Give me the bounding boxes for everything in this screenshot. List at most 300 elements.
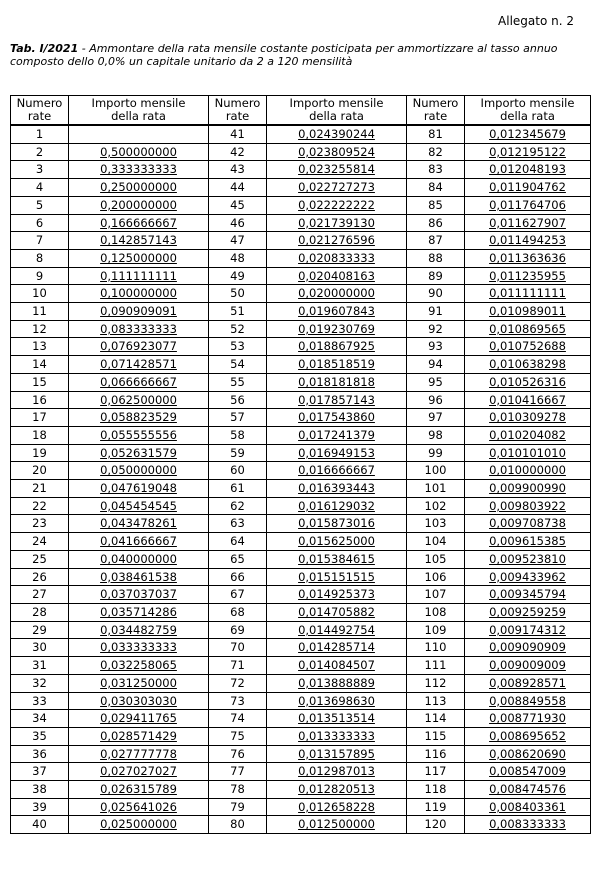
importo-cell: 0,012048193 bbox=[465, 161, 591, 179]
importo-cell: 0,023255814 bbox=[267, 161, 407, 179]
numero-rate-cell: 74 bbox=[209, 710, 267, 728]
importo-cell: 0,009259259 bbox=[465, 603, 591, 621]
importo-cell: 0,017857143 bbox=[267, 391, 407, 409]
table-row bbox=[11, 692, 591, 710]
importo-cell: 0,010101010 bbox=[465, 444, 591, 462]
importo-cell: 0,018181818 bbox=[267, 373, 407, 391]
numero-rate-cell: 101 bbox=[407, 480, 465, 498]
numero-rate-cell: 98 bbox=[407, 426, 465, 444]
numero-rate-cell: 31 bbox=[11, 657, 69, 675]
table-row bbox=[11, 657, 591, 675]
importo-cell: 0,111111111 bbox=[69, 267, 209, 285]
table-row bbox=[11, 320, 591, 338]
table-row bbox=[11, 621, 591, 639]
table-row bbox=[11, 568, 591, 586]
numero-rate-cell: 50 bbox=[209, 285, 267, 303]
table-caption bbox=[10, 42, 585, 68]
numero-rate-cell: 69 bbox=[209, 621, 267, 639]
table-row bbox=[11, 497, 591, 515]
importo-cell: 0,012820513 bbox=[267, 781, 407, 799]
table-row bbox=[11, 816, 591, 834]
numero-rate-cell: 59 bbox=[209, 444, 267, 462]
table-row bbox=[11, 285, 591, 303]
numero-rate-cell: 23 bbox=[11, 515, 69, 533]
importo-cell: 0,020833333 bbox=[267, 249, 407, 267]
importo-cell: 0,029411765 bbox=[69, 710, 209, 728]
importo-cell: 0,014084507 bbox=[267, 657, 407, 675]
numero-rate-cell: 105 bbox=[407, 550, 465, 568]
importo-cell: 0,014285714 bbox=[267, 639, 407, 657]
importo-cell: 0,016129032 bbox=[267, 497, 407, 515]
importo-cell: 0,066666667 bbox=[69, 373, 209, 391]
importo-cell: 0,010526316 bbox=[465, 373, 591, 391]
table-row bbox=[11, 763, 591, 781]
numero-rate-cell: 49 bbox=[209, 267, 267, 285]
importo-cell: 0,041666667 bbox=[69, 533, 209, 551]
numero-rate-cell: 39 bbox=[11, 798, 69, 816]
numero-rate-cell: 115 bbox=[407, 727, 465, 745]
numero-rate-cell: 14 bbox=[11, 356, 69, 374]
header-line: Numero bbox=[214, 96, 261, 110]
table-row bbox=[11, 426, 591, 444]
table-row bbox=[11, 249, 591, 267]
importo-cell: 0,009174312 bbox=[465, 621, 591, 639]
importo-cell: 0,032258065 bbox=[69, 657, 209, 675]
table-row bbox=[11, 745, 591, 763]
importo-cell: 0,008695652 bbox=[465, 727, 591, 745]
numero-rate-cell: 21 bbox=[11, 480, 69, 498]
numero-rate-cell: 55 bbox=[209, 373, 267, 391]
table-row bbox=[11, 373, 591, 391]
importo-cell: 0,018518519 bbox=[267, 356, 407, 374]
header-line: rate bbox=[423, 109, 448, 123]
importo-cell: 0,016393443 bbox=[267, 480, 407, 498]
numero-rate-cell: 36 bbox=[11, 745, 69, 763]
importo-cell: 0,052631579 bbox=[69, 444, 209, 462]
table-row bbox=[11, 391, 591, 409]
numero-rate-cell: 48 bbox=[209, 249, 267, 267]
importo-cell: 0,011235955 bbox=[465, 267, 591, 285]
importo-cell: 0,013333333 bbox=[267, 727, 407, 745]
table-row bbox=[11, 781, 591, 799]
numero-rate-cell: 17 bbox=[11, 409, 69, 427]
numero-rate-cell: 85 bbox=[407, 196, 465, 214]
numero-rate-cell: 108 bbox=[407, 603, 465, 621]
importo-cell: 0,014492754 bbox=[267, 621, 407, 639]
numero-rate-cell: 47 bbox=[209, 232, 267, 250]
numero-rate-cell: 88 bbox=[407, 249, 465, 267]
numero-rate-cell: 38 bbox=[11, 781, 69, 799]
importo-cell: 0,020408163 bbox=[267, 267, 407, 285]
importo-cell: 0,014705882 bbox=[267, 603, 407, 621]
numero-rate-cell: 16 bbox=[11, 391, 69, 409]
importo-cell: 0,010638298 bbox=[465, 356, 591, 374]
importo-cell: 0,010000000 bbox=[465, 462, 591, 480]
numero-rate-cell: 34 bbox=[11, 710, 69, 728]
table-row bbox=[11, 603, 591, 621]
importo-cell: 0,008849558 bbox=[465, 692, 591, 710]
importo-cell: 0,100000000 bbox=[69, 285, 209, 303]
rate-table bbox=[10, 95, 591, 834]
importo-cell: 0,008547009 bbox=[465, 763, 591, 781]
numero-rate-cell: 27 bbox=[11, 586, 69, 604]
numero-rate-cell: 116 bbox=[407, 745, 465, 763]
numero-rate-cell: 76 bbox=[209, 745, 267, 763]
header-line: Importo mensile bbox=[91, 96, 186, 110]
numero-rate-cell: 63 bbox=[209, 515, 267, 533]
numero-rate-cell: 29 bbox=[11, 621, 69, 639]
table-row bbox=[11, 125, 591, 143]
table-row bbox=[11, 214, 591, 232]
header-line: rate bbox=[225, 109, 250, 123]
numero-rate-cell: 89 bbox=[407, 267, 465, 285]
importo-cell: 0,333333333 bbox=[69, 161, 209, 179]
importo-cell: 0,012500000 bbox=[267, 816, 407, 834]
importo-cell: 0,021276596 bbox=[267, 232, 407, 250]
importo-cell: 0,009009009 bbox=[465, 657, 591, 675]
importo-cell: 0,009615385 bbox=[465, 533, 591, 551]
importo-cell: 0,015151515 bbox=[267, 568, 407, 586]
numero-rate-cell: 112 bbox=[407, 674, 465, 692]
numero-rate-cell: 9 bbox=[11, 267, 69, 285]
numero-rate-cell: 67 bbox=[209, 586, 267, 604]
header-line: della rata bbox=[111, 109, 166, 123]
importo-cell: 0,016666667 bbox=[267, 462, 407, 480]
importo-cell: 0,500000000 bbox=[69, 143, 209, 161]
importo-cell: 0,009900990 bbox=[465, 480, 591, 498]
importo-cell: 0,013157895 bbox=[267, 745, 407, 763]
importo-cell: 0,013698630 bbox=[267, 692, 407, 710]
numero-rate-cell: 114 bbox=[407, 710, 465, 728]
numero-rate-cell: 110 bbox=[407, 639, 465, 657]
header-line: Numero bbox=[412, 96, 459, 110]
importo-cell: 0,016949153 bbox=[267, 444, 407, 462]
numero-rate-cell: 83 bbox=[407, 161, 465, 179]
importo-cell: 0,011111111 bbox=[465, 285, 591, 303]
header-line: Numero bbox=[16, 96, 63, 110]
numero-rate-cell: 73 bbox=[209, 692, 267, 710]
numero-rate-cell: 111 bbox=[407, 657, 465, 675]
header-line: Importo mensile bbox=[289, 96, 384, 110]
numero-rate-cell: 68 bbox=[209, 603, 267, 621]
importo-cell: 0,013513514 bbox=[267, 710, 407, 728]
header-importo-mensile bbox=[465, 96, 591, 126]
numero-rate-cell: 11 bbox=[11, 303, 69, 321]
importo-cell: 0,009523810 bbox=[465, 550, 591, 568]
numero-rate-cell: 107 bbox=[407, 586, 465, 604]
header-importo-mensile bbox=[69, 96, 209, 126]
numero-rate-cell: 113 bbox=[407, 692, 465, 710]
table-row bbox=[11, 550, 591, 568]
numero-rate-cell: 99 bbox=[407, 444, 465, 462]
table-row bbox=[11, 674, 591, 692]
header-importo-mensile bbox=[267, 96, 407, 126]
numero-rate-cell: 118 bbox=[407, 781, 465, 799]
numero-rate-cell: 26 bbox=[11, 568, 69, 586]
numero-rate-cell: 64 bbox=[209, 533, 267, 551]
importo-cell: 0,012658228 bbox=[267, 798, 407, 816]
importo-cell: 0,011627907 bbox=[465, 214, 591, 232]
numero-rate-cell: 103 bbox=[407, 515, 465, 533]
header-line: rate bbox=[27, 109, 52, 123]
numero-rate-cell: 102 bbox=[407, 497, 465, 515]
importo-cell: 0,012987013 bbox=[267, 763, 407, 781]
header-row bbox=[11, 96, 591, 126]
numero-rate-cell: 119 bbox=[407, 798, 465, 816]
table-row bbox=[11, 727, 591, 745]
importo-cell: 0,019607843 bbox=[267, 303, 407, 321]
numero-rate-cell: 52 bbox=[209, 320, 267, 338]
numero-rate-cell: 117 bbox=[407, 763, 465, 781]
importo-cell: 0,011363636 bbox=[465, 249, 591, 267]
numero-rate-cell: 6 bbox=[11, 214, 69, 232]
header-line: Importo mensile bbox=[480, 96, 575, 110]
importo-cell: 0,166666667 bbox=[69, 214, 209, 232]
numero-rate-cell: 109 bbox=[407, 621, 465, 639]
importo-cell: 0,142857143 bbox=[69, 232, 209, 250]
importo-cell: 0,028571429 bbox=[69, 727, 209, 745]
table-row bbox=[11, 143, 591, 161]
importo-cell bbox=[69, 125, 209, 143]
importo-cell: 0,009803922 bbox=[465, 497, 591, 515]
importo-cell: 0,019230769 bbox=[267, 320, 407, 338]
numero-rate-cell: 33 bbox=[11, 692, 69, 710]
importo-cell: 0,017241379 bbox=[267, 426, 407, 444]
numero-rate-cell: 5 bbox=[11, 196, 69, 214]
table-row bbox=[11, 267, 591, 285]
importo-cell: 0,034482759 bbox=[69, 621, 209, 639]
numero-rate-cell: 78 bbox=[209, 781, 267, 799]
table-row bbox=[11, 480, 591, 498]
numero-rate-cell: 1 bbox=[11, 125, 69, 143]
importo-cell: 0,058823529 bbox=[69, 409, 209, 427]
numero-rate-cell: 15 bbox=[11, 373, 69, 391]
numero-rate-cell: 32 bbox=[11, 674, 69, 692]
importo-cell: 0,045454545 bbox=[69, 497, 209, 515]
numero-rate-cell: 84 bbox=[407, 179, 465, 197]
importo-cell: 0,030303030 bbox=[69, 692, 209, 710]
importo-cell: 0,023809524 bbox=[267, 143, 407, 161]
numero-rate-cell: 104 bbox=[407, 533, 465, 551]
numero-rate-cell: 61 bbox=[209, 480, 267, 498]
numero-rate-cell: 77 bbox=[209, 763, 267, 781]
importo-cell: 0,008403361 bbox=[465, 798, 591, 816]
numero-rate-cell: 2 bbox=[11, 143, 69, 161]
numero-rate-cell: 54 bbox=[209, 356, 267, 374]
numero-rate-cell: 86 bbox=[407, 214, 465, 232]
numero-rate-cell: 22 bbox=[11, 497, 69, 515]
importo-cell: 0,050000000 bbox=[69, 462, 209, 480]
importo-cell: 0,250000000 bbox=[69, 179, 209, 197]
importo-cell: 0,015625000 bbox=[267, 533, 407, 551]
importo-cell: 0,010989011 bbox=[465, 303, 591, 321]
header-numero-rate bbox=[209, 96, 267, 126]
numero-rate-cell: 87 bbox=[407, 232, 465, 250]
table-row bbox=[11, 639, 591, 657]
numero-rate-cell: 3 bbox=[11, 161, 69, 179]
numero-rate-cell: 60 bbox=[209, 462, 267, 480]
importo-cell: 0,015384615 bbox=[267, 550, 407, 568]
numero-rate-cell: 71 bbox=[209, 657, 267, 675]
importo-cell: 0,008928571 bbox=[465, 674, 591, 692]
numero-rate-cell: 45 bbox=[209, 196, 267, 214]
importo-cell: 0,025000000 bbox=[69, 816, 209, 834]
numero-rate-cell: 106 bbox=[407, 568, 465, 586]
importo-cell: 0,018867925 bbox=[267, 338, 407, 356]
numero-rate-cell: 10 bbox=[11, 285, 69, 303]
importo-cell: 0,009345794 bbox=[465, 586, 591, 604]
numero-rate-cell: 35 bbox=[11, 727, 69, 745]
importo-cell: 0,024390244 bbox=[267, 125, 407, 143]
importo-cell: 0,031250000 bbox=[69, 674, 209, 692]
numero-rate-cell: 12 bbox=[11, 320, 69, 338]
numero-rate-cell: 90 bbox=[407, 285, 465, 303]
numero-rate-cell: 51 bbox=[209, 303, 267, 321]
header-line: della rata bbox=[500, 109, 555, 123]
numero-rate-cell: 79 bbox=[209, 798, 267, 816]
numero-rate-cell: 95 bbox=[407, 373, 465, 391]
importo-cell: 0,022727273 bbox=[267, 179, 407, 197]
numero-rate-cell: 56 bbox=[209, 391, 267, 409]
importo-cell: 0,010204082 bbox=[465, 426, 591, 444]
importo-cell: 0,043478261 bbox=[69, 515, 209, 533]
importo-cell: 0,027777778 bbox=[69, 745, 209, 763]
numero-rate-cell: 19 bbox=[11, 444, 69, 462]
caption-text: - Ammontare della rata mensile costante posticipata per ammortizzare al tasso annuo composto dello 0,0% un capitale unitario da 2 a 120 mensilità bbox=[10, 42, 558, 68]
numero-rate-cell: 46 bbox=[209, 214, 267, 232]
importo-cell: 0,035714286 bbox=[69, 603, 209, 621]
numero-rate-cell: 91 bbox=[407, 303, 465, 321]
table-row bbox=[11, 444, 591, 462]
importo-cell: 0,200000000 bbox=[69, 196, 209, 214]
numero-rate-cell: 92 bbox=[407, 320, 465, 338]
importo-cell: 0,013888889 bbox=[267, 674, 407, 692]
importo-cell: 0,010416667 bbox=[465, 391, 591, 409]
importo-cell: 0,008333333 bbox=[465, 816, 591, 834]
numero-rate-cell: 94 bbox=[407, 356, 465, 374]
numero-rate-cell: 72 bbox=[209, 674, 267, 692]
importo-cell: 0,022222222 bbox=[267, 196, 407, 214]
table-row bbox=[11, 338, 591, 356]
numero-rate-cell: 8 bbox=[11, 249, 69, 267]
numero-rate-cell: 65 bbox=[209, 550, 267, 568]
table-row bbox=[11, 196, 591, 214]
importo-cell: 0,014925373 bbox=[267, 586, 407, 604]
importo-cell: 0,020000000 bbox=[267, 285, 407, 303]
numero-rate-cell: 24 bbox=[11, 533, 69, 551]
table-row bbox=[11, 710, 591, 728]
table-row bbox=[11, 179, 591, 197]
importo-cell: 0,008771930 bbox=[465, 710, 591, 728]
importo-cell: 0,010309278 bbox=[465, 409, 591, 427]
header-numero-rate bbox=[11, 96, 69, 126]
importo-cell: 0,040000000 bbox=[69, 550, 209, 568]
numero-rate-cell: 93 bbox=[407, 338, 465, 356]
table-body bbox=[11, 125, 591, 834]
importo-cell: 0,017543860 bbox=[267, 409, 407, 427]
importo-cell: 0,071428571 bbox=[69, 356, 209, 374]
numero-rate-cell: 43 bbox=[209, 161, 267, 179]
importo-cell: 0,012195122 bbox=[465, 143, 591, 161]
importo-cell: 0,037037037 bbox=[69, 586, 209, 604]
table-row bbox=[11, 586, 591, 604]
numero-rate-cell: 40 bbox=[11, 816, 69, 834]
numero-rate-cell: 4 bbox=[11, 179, 69, 197]
importo-cell: 0,033333333 bbox=[69, 639, 209, 657]
table-header bbox=[11, 96, 591, 126]
numero-rate-cell: 70 bbox=[209, 639, 267, 657]
importo-cell: 0,008620690 bbox=[465, 745, 591, 763]
numero-rate-cell: 20 bbox=[11, 462, 69, 480]
numero-rate-cell: 82 bbox=[407, 143, 465, 161]
importo-cell: 0,062500000 bbox=[69, 391, 209, 409]
numero-rate-cell: 81 bbox=[407, 125, 465, 143]
importo-cell: 0,009433962 bbox=[465, 568, 591, 586]
importo-cell: 0,025641026 bbox=[69, 798, 209, 816]
numero-rate-cell: 28 bbox=[11, 603, 69, 621]
importo-cell: 0,011764706 bbox=[465, 196, 591, 214]
importo-cell: 0,038461538 bbox=[69, 568, 209, 586]
caption-title: Tab. I/2021 bbox=[10, 42, 79, 55]
importo-cell: 0,009090909 bbox=[465, 639, 591, 657]
importo-cell: 0,010869565 bbox=[465, 320, 591, 338]
table-row bbox=[11, 515, 591, 533]
numero-rate-cell: 30 bbox=[11, 639, 69, 657]
numero-rate-cell: 7 bbox=[11, 232, 69, 250]
numero-rate-cell: 37 bbox=[11, 763, 69, 781]
importo-cell: 0,055555556 bbox=[69, 426, 209, 444]
table-row bbox=[11, 409, 591, 427]
numero-rate-cell: 100 bbox=[407, 462, 465, 480]
numero-rate-cell: 96 bbox=[407, 391, 465, 409]
importo-cell: 0,009708738 bbox=[465, 515, 591, 533]
importo-cell: 0,011904762 bbox=[465, 179, 591, 197]
importo-cell: 0,012345679 bbox=[465, 125, 591, 143]
importo-cell: 0,027027027 bbox=[69, 763, 209, 781]
importo-cell: 0,021739130 bbox=[267, 214, 407, 232]
table-row bbox=[11, 161, 591, 179]
numero-rate-cell: 53 bbox=[209, 338, 267, 356]
allegato-label: Allegato n. 2 bbox=[498, 14, 574, 28]
table-row bbox=[11, 533, 591, 551]
header-line: della rata bbox=[309, 109, 364, 123]
numero-rate-cell: 42 bbox=[209, 143, 267, 161]
table-row bbox=[11, 798, 591, 816]
numero-rate-cell: 97 bbox=[407, 409, 465, 427]
numero-rate-cell: 120 bbox=[407, 816, 465, 834]
importo-cell: 0,083333333 bbox=[69, 320, 209, 338]
importo-cell: 0,010752688 bbox=[465, 338, 591, 356]
importo-cell: 0,015873016 bbox=[267, 515, 407, 533]
table-row bbox=[11, 303, 591, 321]
header-numero-rate bbox=[407, 96, 465, 126]
numero-rate-cell: 18 bbox=[11, 426, 69, 444]
numero-rate-cell: 62 bbox=[209, 497, 267, 515]
numero-rate-cell: 57 bbox=[209, 409, 267, 427]
table-row bbox=[11, 232, 591, 250]
numero-rate-cell: 41 bbox=[209, 125, 267, 143]
numero-rate-cell: 44 bbox=[209, 179, 267, 197]
importo-cell: 0,011494253 bbox=[465, 232, 591, 250]
importo-cell: 0,026315789 bbox=[69, 781, 209, 799]
numero-rate-cell: 75 bbox=[209, 727, 267, 745]
importo-cell: 0,090909091 bbox=[69, 303, 209, 321]
table-row bbox=[11, 356, 591, 374]
numero-rate-cell: 80 bbox=[209, 816, 267, 834]
numero-rate-cell: 25 bbox=[11, 550, 69, 568]
numero-rate-cell: 66 bbox=[209, 568, 267, 586]
importo-cell: 0,008474576 bbox=[465, 781, 591, 799]
